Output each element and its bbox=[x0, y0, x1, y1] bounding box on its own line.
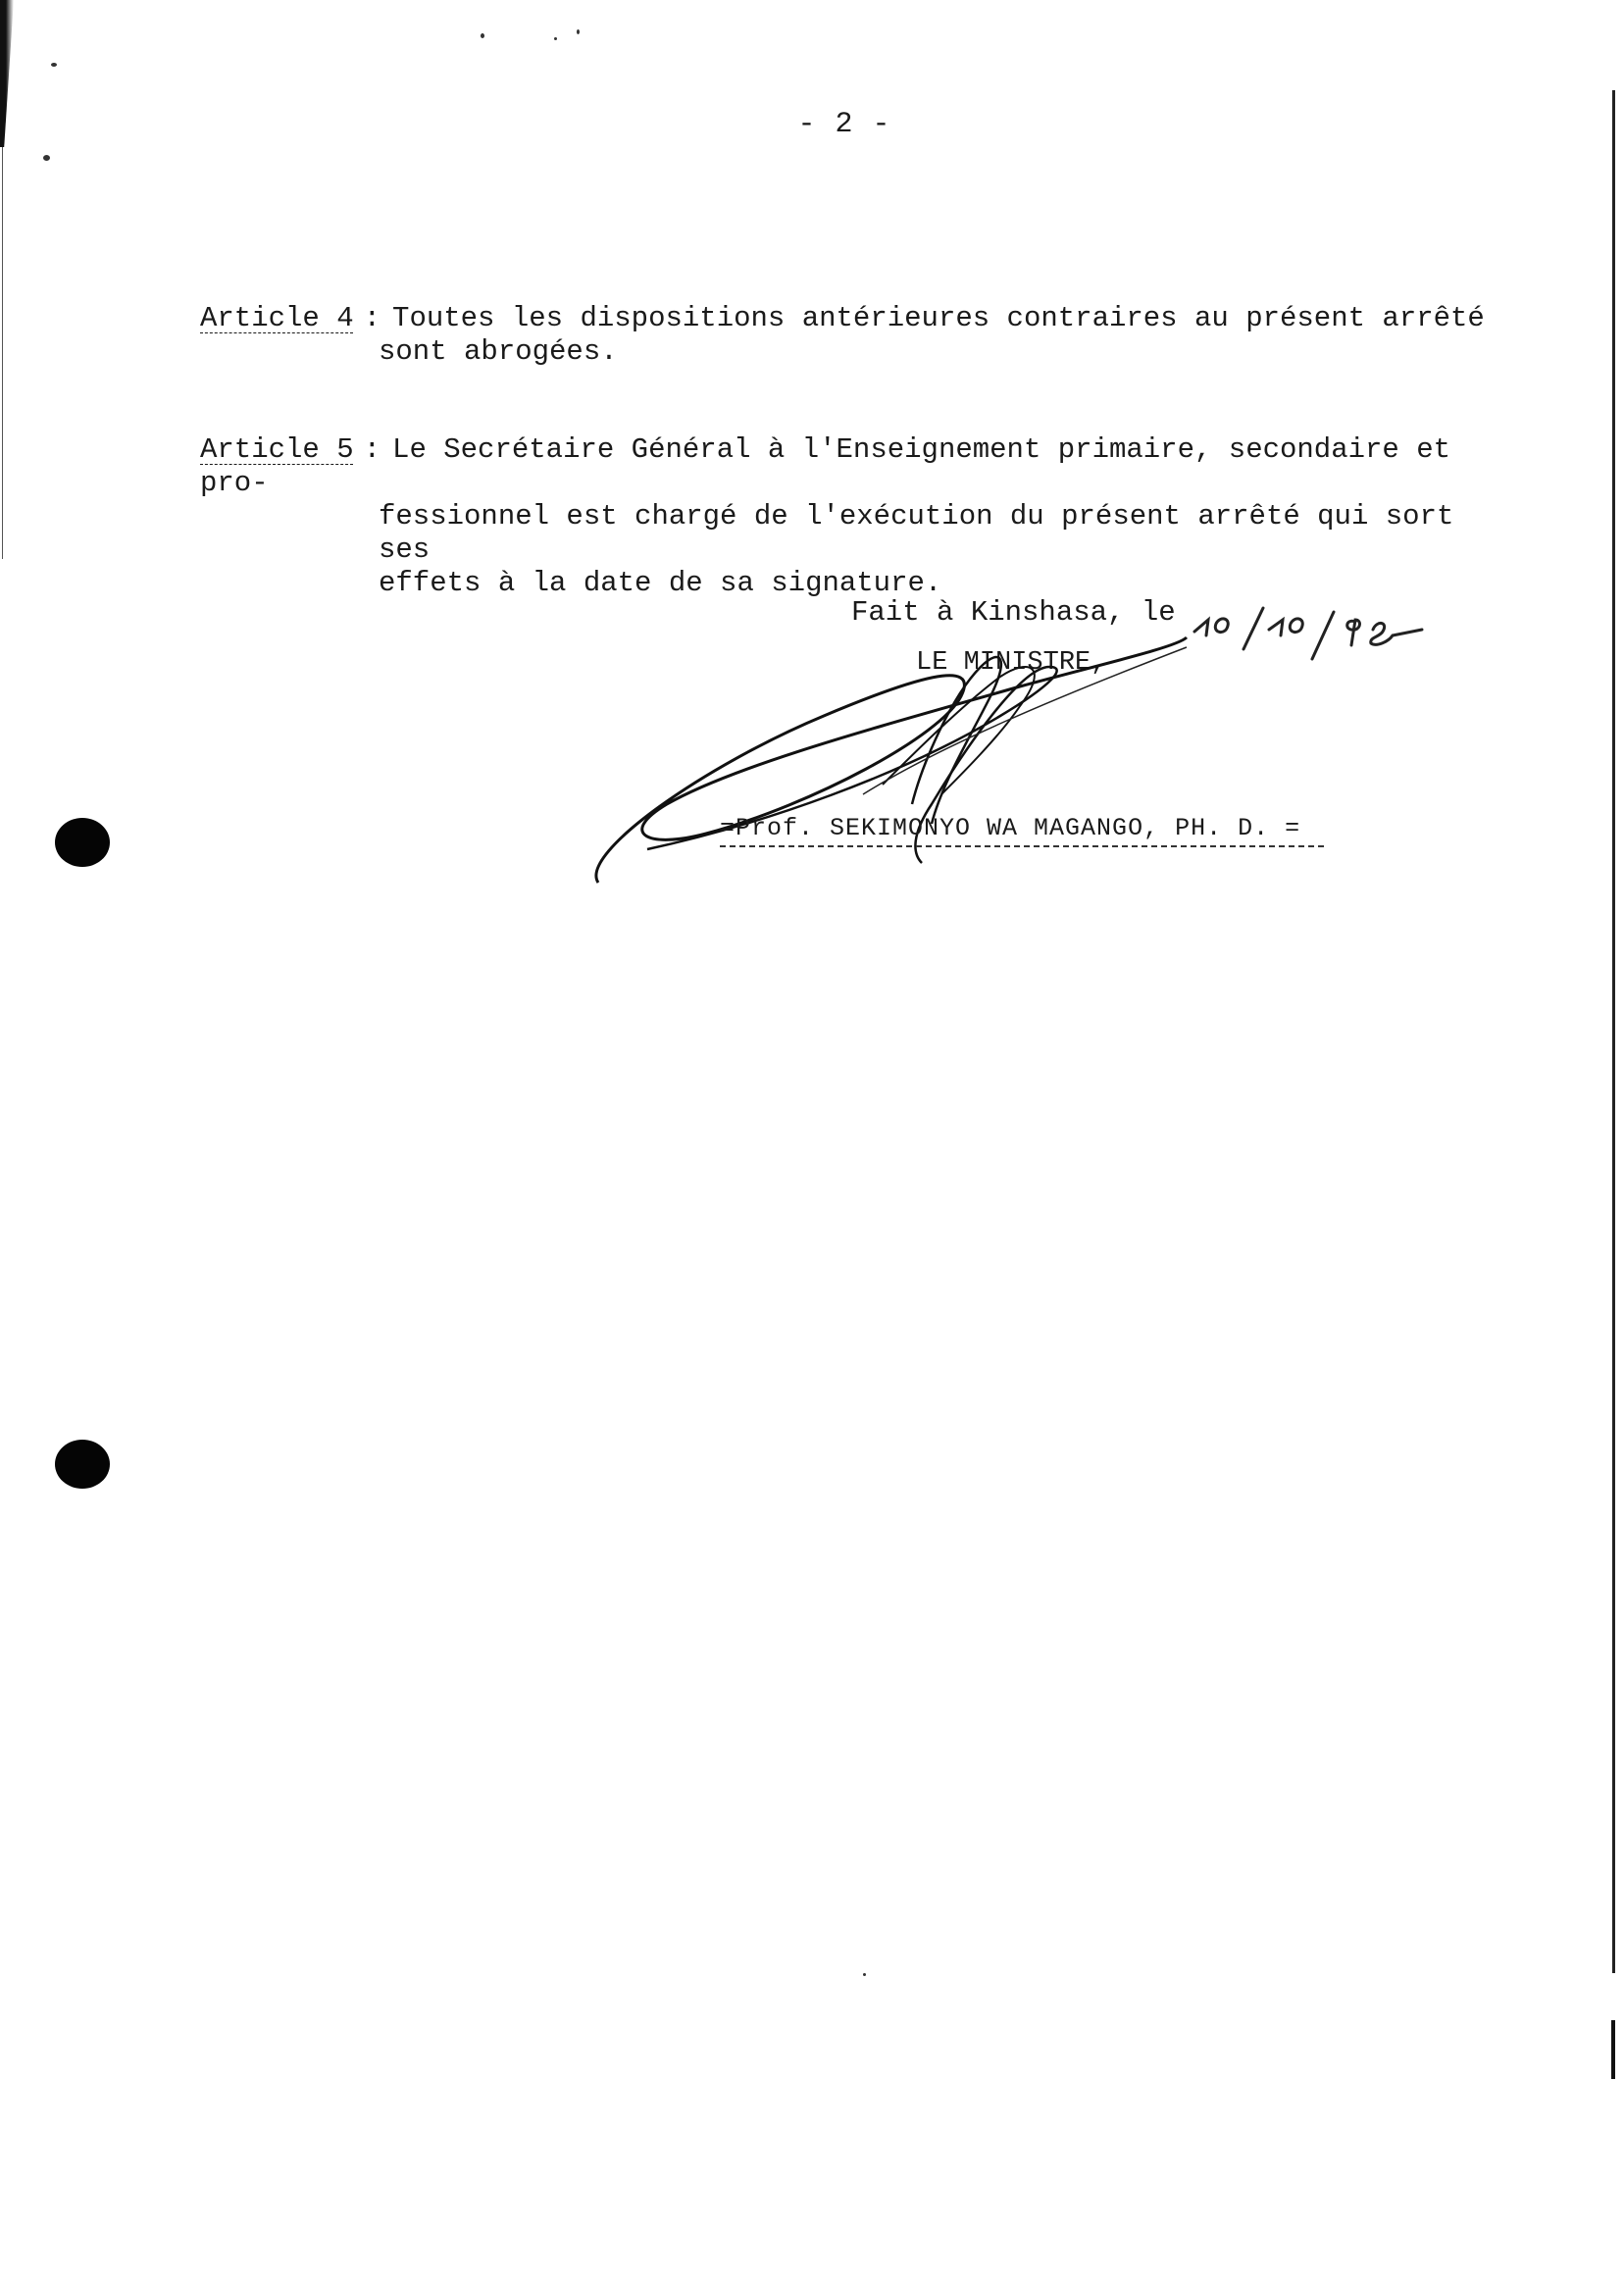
article-text-continued: fessionnel est chargé de l'exécution du présent arrêté qui sort ses bbox=[379, 500, 1454, 566]
scan-edge-mark-right bbox=[1611, 2020, 1615, 2079]
article-text-continued: effets à la date de sa signature. bbox=[379, 567, 942, 599]
article-text-continued: sont abrogées. bbox=[379, 335, 618, 368]
place-and-date-line: Fait à Kinshasa, le bbox=[851, 596, 1176, 629]
punch-hole-upper bbox=[55, 818, 110, 867]
scan-speck bbox=[481, 33, 484, 38]
scan-speck bbox=[863, 1973, 866, 1976]
article-label: Article 5 bbox=[200, 433, 354, 466]
article-text: Toutes les dispositions antérieures contraires au présent arrêté bbox=[392, 302, 1485, 334]
handwritten-date bbox=[1187, 590, 1461, 669]
scan-edge-line-right bbox=[1612, 90, 1615, 1973]
article-text: Le Secrétaire Général à l'Enseignement primaire, secondaire et pro- bbox=[200, 433, 1451, 499]
page-number: - 2 - bbox=[797, 108, 891, 141]
article-separator: : bbox=[363, 302, 381, 334]
scan-speck bbox=[51, 63, 57, 67]
punch-hole-lower bbox=[55, 1440, 110, 1489]
scan-speck bbox=[43, 155, 50, 161]
scan-speck bbox=[577, 29, 580, 34]
handwritten-signature bbox=[588, 608, 1196, 902]
article-label: Article 4 bbox=[200, 302, 354, 334]
scan-speck bbox=[554, 37, 557, 40]
article-4 bbox=[200, 302, 1495, 369]
article-5 bbox=[200, 433, 1495, 600]
article-separator: : bbox=[363, 433, 381, 466]
scan-edge-line-left bbox=[2, 147, 3, 559]
signatory-name: =Prof. SEKIMONYO WA MAGANGO, PH. D. = bbox=[720, 814, 1324, 847]
signatory-title: LE MINISTRE, bbox=[916, 648, 1107, 678]
